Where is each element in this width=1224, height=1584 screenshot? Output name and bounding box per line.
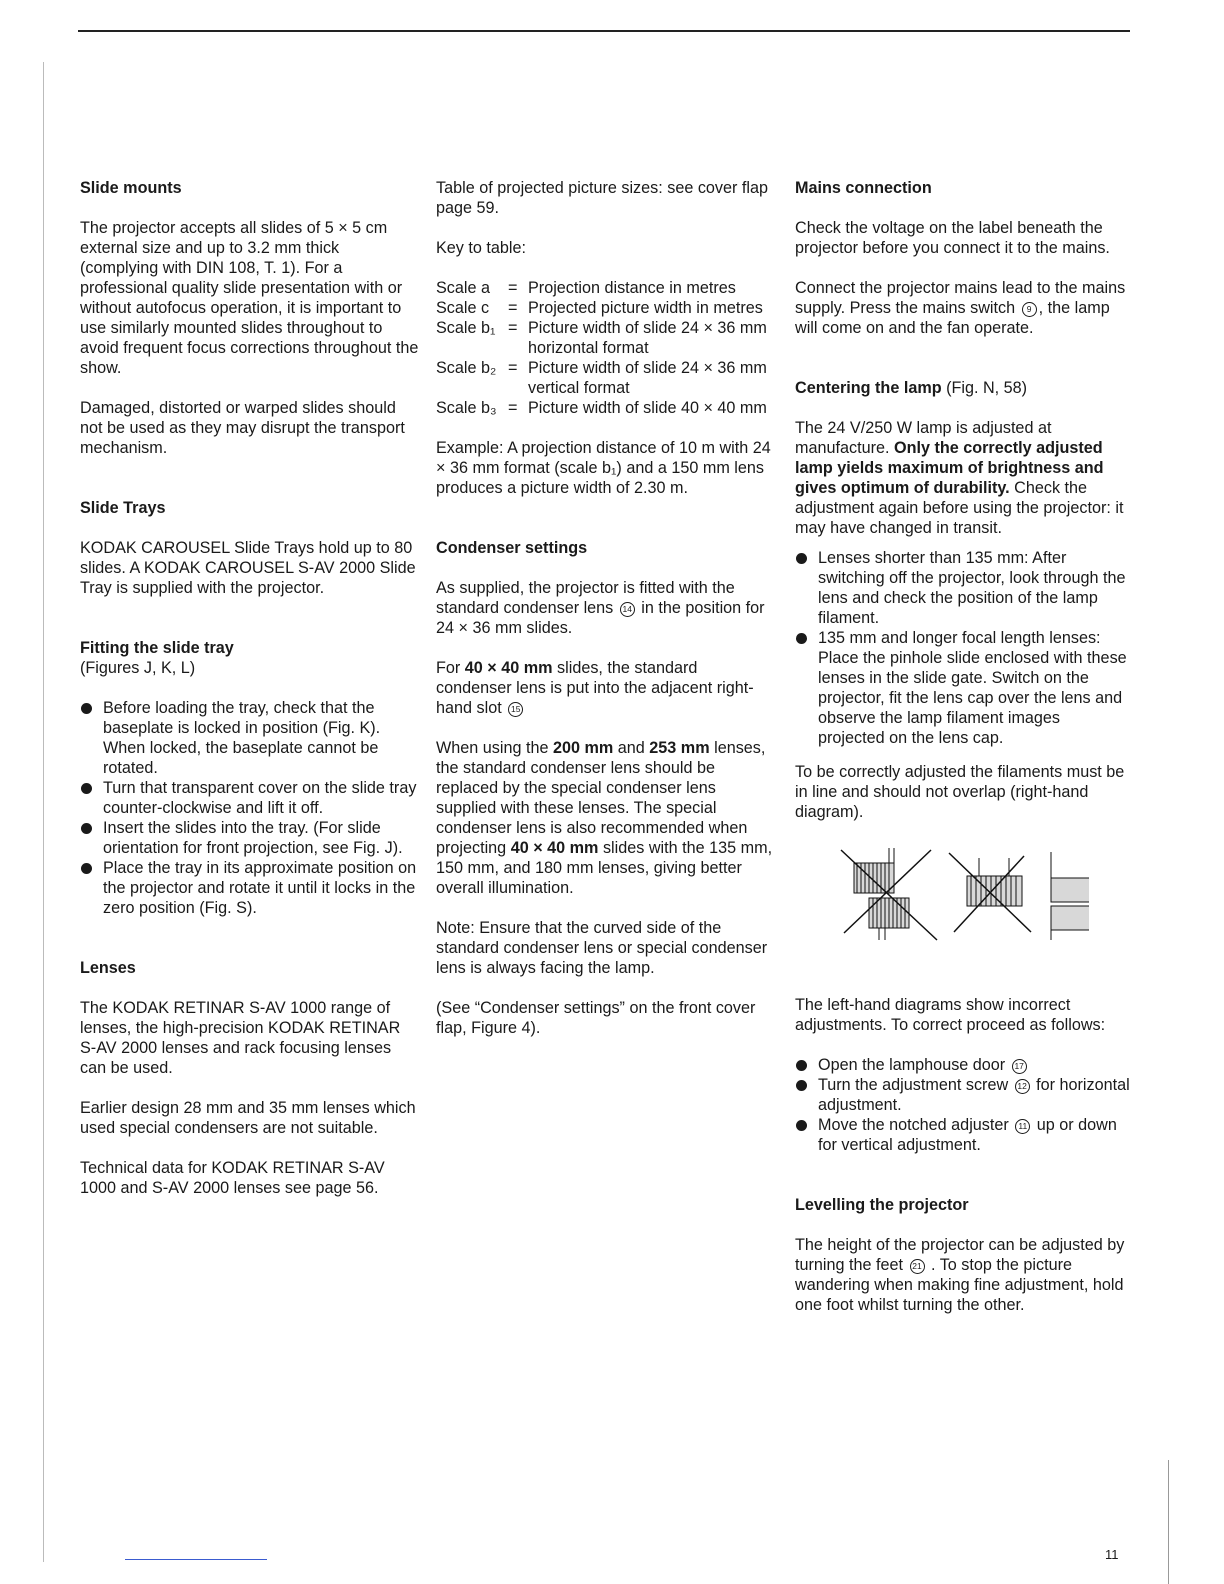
mains-paragraph-2: Connect the projector mains lead to the mains supply. Press the mains switch 9 , the lamp will come on and the fan operate. <box>795 279 1126 337</box>
list-item: Lenses shorter than 135 mm: After switching off the projector, look through the lens and check the position of the lamp filament. <box>795 548 1130 628</box>
table-row: Scale b₁ = Picture width of slide 24 × 36 mm horizontal format <box>436 319 767 357</box>
callout-number: 12 <box>1015 1079 1030 1094</box>
heading-levelling: Levelling the projector <box>795 1196 969 1214</box>
fitting-figures-ref: (Figures J, K, L) <box>80 659 196 677</box>
left-page-edge <box>43 62 44 1562</box>
table-row: Scale c = Projected picture width in metres <box>436 299 763 317</box>
table-row: Scale b₂ = Picture width of slide 24 × 36 mm vertical format <box>436 359 767 397</box>
callout-number: 17 <box>1012 1059 1027 1074</box>
list-item: Insert the slides into the tray. (For slide orientation for front projection, see Fig. J). <box>80 818 420 858</box>
condenser-paragraph-3: When using the 200 mm and 253 mm lenses, the standard condenser lens should be replaced by the special condenser lens supplied with these lenses. The special condenser lens is also recommended when projecting 40 × 40 mm slides with the 135 mm, 150 mm, and 180 mm lenses, giving better overall illumination. <box>436 739 773 897</box>
column-right <box>795 178 1130 1315</box>
example-paragraph: Example: A projection distance of 10 m with 24 × 36 mm format (scale b₁) and a 150 mm lens produces a picture width of 2.30 m. <box>436 439 771 497</box>
list-item: Move the notched adjuster 11 up or down for vertical adjustment. <box>795 1115 1130 1155</box>
list-item: Turn that transparent cover on the slide tray counter-clockwise and lift it off. <box>80 778 420 818</box>
top-rule <box>78 30 1130 32</box>
filament-adjustment-diagram <box>819 848 1089 966</box>
table-row: Scale b₃ = Picture width of slide 40 × 40 mm <box>436 399 767 417</box>
correct-diagram <box>1051 852 1089 940</box>
levelling-paragraph: The height of the projector can be adjusted by turning the feet 21 . To stop the picture wandering when making fine adjustment, hold one foot whilst turning the other. <box>795 1236 1125 1314</box>
key-table <box>436 278 776 418</box>
column-middle <box>436 178 776 1038</box>
list-item: Open the lamphouse door 17 <box>795 1055 1130 1075</box>
key-label: Key to table: <box>436 239 526 257</box>
callout-number: 21 <box>910 1259 925 1274</box>
heading-fitting-slide-tray: Fitting the slide tray <box>80 639 234 657</box>
heading-slide-mounts: Slide mounts <box>80 179 182 197</box>
list-item: Turn the adjustment screw 12 for horizontal adjustment. <box>795 1075 1130 1115</box>
column-left <box>80 178 420 1198</box>
slide-mounts-paragraph: The projector accepts all slides of 5 × 5 cm external size and up to 3.2 mm thick (complying with DIN 108, T. 1). For a professional quality slide presentation with or without autofocus operation, it is important to use similarly mounted slides throughout to avoid frequent focus corrections throughout the show. <box>80 219 419 377</box>
lenses-technical-data: Technical data for KODAK RETINAR S-AV 1000 and S-AV 2000 lenses see page 56. <box>80 1159 385 1197</box>
mains-paragraph-1: Check the voltage on the label beneath the projector before you connect it to the mains. <box>795 219 1110 257</box>
callout-number: 15 <box>508 702 523 717</box>
correction-steps <box>795 1055 1130 1155</box>
heading-centering-lamp: Centering the lamp (Fig. N, 58) <box>795 379 1028 397</box>
table-reference: Table of projected picture sizes: see cover flap page 59. <box>436 179 769 217</box>
right-page-edge <box>1168 1460 1169 1584</box>
condenser-paragraph-1: As supplied, the projector is fitted with the standard condenser lens 14 in the position for 24 × 36 mm slides. <box>436 579 765 637</box>
fitting-steps <box>80 698 420 918</box>
filament-paragraph: To be correctly adjusted the filaments must be in line and should not overlap (right-hand diagram). <box>795 763 1125 821</box>
condenser-paragraph-2: For 40 × 40 mm slides, the standard condenser lens is put into the adjacent right-hand slot 15 <box>436 659 754 717</box>
condenser-see-reference: (See “Condenser settings” on the front cover flap, Figure 4). <box>436 999 756 1037</box>
heading-lenses: Lenses <box>80 959 136 977</box>
slide-mounts-warning: Damaged, distorted or warped slides should not be used as they may disrupt the transport mechanism. <box>80 399 405 457</box>
list-item: Before loading the tray, check that the baseplate is locked in position (Fig. K). When locked, the baseplate cannot be rotated. <box>80 698 420 778</box>
heading-mains-connection: Mains connection <box>795 179 932 197</box>
lenses-paragraph: The KODAK RETINAR S-AV 1000 range of lenses, the high-precision KODAK RETINAR S-AV 2000 lenses and rack focusing lenses can be used. <box>80 999 401 1077</box>
centering-paragraph: The 24 V/250 W lamp is adjusted at manufacture. Only the correctly adjusted lamp yields maximum of brightness and gives optimum of durability. Check the adjustment again before using the projector: it may have changed in transit. <box>795 419 1124 537</box>
callout-number: 14 <box>620 602 635 617</box>
incorrect-diagram-1 <box>841 848 937 940</box>
heading-condenser-settings: Condenser settings <box>436 539 588 557</box>
incorrect-adjustments-paragraph: The left-hand diagrams show incorrect adjustments. To correct proceed as follows: <box>795 996 1106 1034</box>
condenser-note: Note: Ensure that the curved side of the standard condenser lens or special condenser lens is always facing the lamp. <box>436 919 768 977</box>
table-row: Scale a = Projection distance in metres <box>436 279 736 297</box>
callout-number: 9 <box>1022 302 1037 317</box>
page-number: 11 <box>1105 1547 1119 1562</box>
list-item: 135 mm and longer focal length lenses: Place the pinhole slide enclosed with these lenses in the slide gate. Switch on the projector, fit the lens cap over the lens and observe the lamp filament images projected on the lens cap. <box>795 628 1130 748</box>
heading-slide-trays: Slide Trays <box>80 499 166 517</box>
bottom-rule <box>125 1559 267 1560</box>
lenses-earlier-design: Earlier design 28 mm and 35 mm lenses which used special condensers are not suitable. <box>80 1099 416 1137</box>
list-item: Place the tray in its approximate position on the projector and rotate it until it locks in the zero position (Fig. S). <box>80 858 420 918</box>
slide-trays-paragraph: KODAK CAROUSEL Slide Trays hold up to 80 slides. A KODAK CAROUSEL S-AV 2000 Slide Tray is supplied with the projector. <box>80 539 416 597</box>
callout-number: 11 <box>1015 1119 1030 1134</box>
incorrect-diagram-2 <box>949 853 1031 932</box>
centering-steps <box>795 548 1130 748</box>
